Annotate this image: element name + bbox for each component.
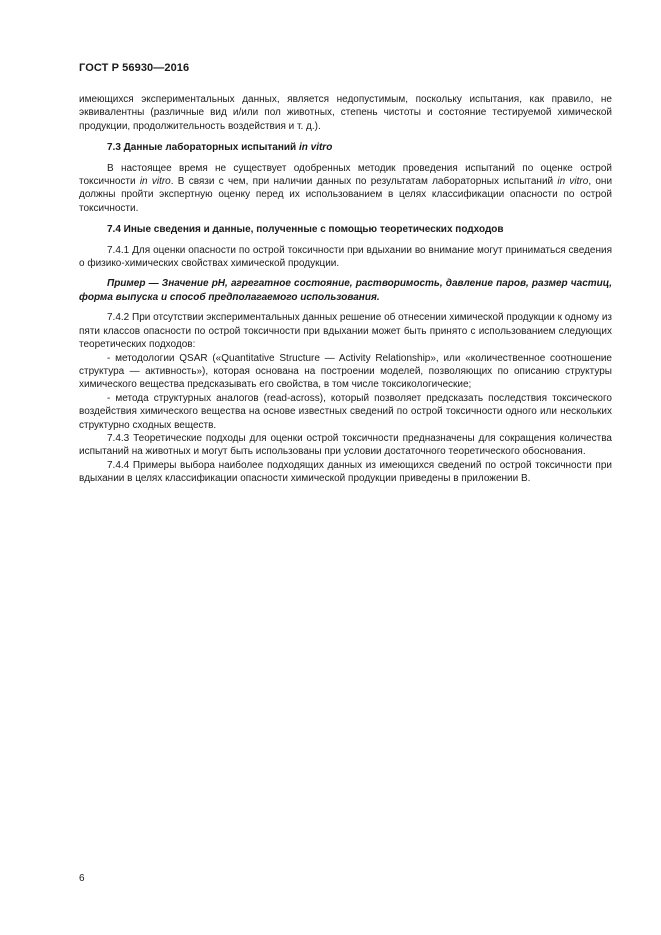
document-header: ГОСТ Р 56930—2016 bbox=[79, 62, 190, 74]
section-7-4-title: 7.4 Иные сведения и данные, полученные с помощью теоретических подходов bbox=[107, 224, 504, 236]
paragraph-continuation: имеющихся экспериментальных данных, является недопустимым, поскольку испытания, как правило, не эквивалентны (различные вид и/или пол животных, степень чистоты и состояние тестируемой химической продукции, продолжительность воздействия и т. д.). bbox=[79, 94, 612, 132]
document-body bbox=[79, 93, 612, 486]
example-note: Пример — Значение pH, агрегатное состояние, растворимость, давление паров, размер частиц, форма выпуска и способ предполагаемого использования. bbox=[79, 278, 612, 303]
list-item-read-across: - метода структурных аналогов (read-across), который позволяет предсказать последствия токсического воздействия химического вещества на основе известных сведений по острой токсичности одного или нескольких структурно сходных веществ. bbox=[79, 392, 612, 431]
list-item-qsar: - методологии QSAR («Quantitative Structure — Activity Relationship», или «количественное соотношение структура — активность»), которая основана на построении моделей, позволяющих по описанию структуры химического вещества предсказывать его свойства, в том числе токсикологические; bbox=[79, 352, 612, 391]
document-page bbox=[79, 0, 612, 935]
section-7-3-paragraph: В настоящее время не существует одобренных методик проведения испытаний по оценке острой токсичности in vitro. В связи с чем, при наличии данных по результатам лабораторных испытаний in vitro, они должны пройти экспертную оценку перед их использованием в целях классификации опасности по острой токсичности. bbox=[79, 162, 613, 214]
page-number: 6 bbox=[79, 873, 85, 884]
paragraph-7-4-1: 7.4.1 Для оценки опасности по острой токсичности при вдыхании во внимание могут приниматься сведения о физико-химических свойствах химической продукции. bbox=[79, 244, 612, 270]
paragraph-7-4-4: 7.4.4 Примеры выбора наиболее подходящих данных из имеющихся сведений по острой токсичности при вдыхании в целях классификации опасности химической продукции приведены в приложении В. bbox=[79, 459, 612, 485]
paragraph-7-4-3: 7.4.3 Теоретические подходы для оценки острой токсичности предназначены для сокращения количества испытаний на животных и могут быть использованы при условии достаточного теоретического обоснования. bbox=[79, 432, 612, 458]
section-7-3-title: 7.3 Данные лабораторных испытаний in vitro bbox=[107, 142, 333, 154]
paragraph-7-4-2: 7.4.2 При отсутствии экспериментальных данных решение об отнесении химической продукции к одному из пяти классов опасности по острой токсичности при вдыхании может быть принято с использованием следующих теоретических подходов: bbox=[79, 312, 612, 351]
